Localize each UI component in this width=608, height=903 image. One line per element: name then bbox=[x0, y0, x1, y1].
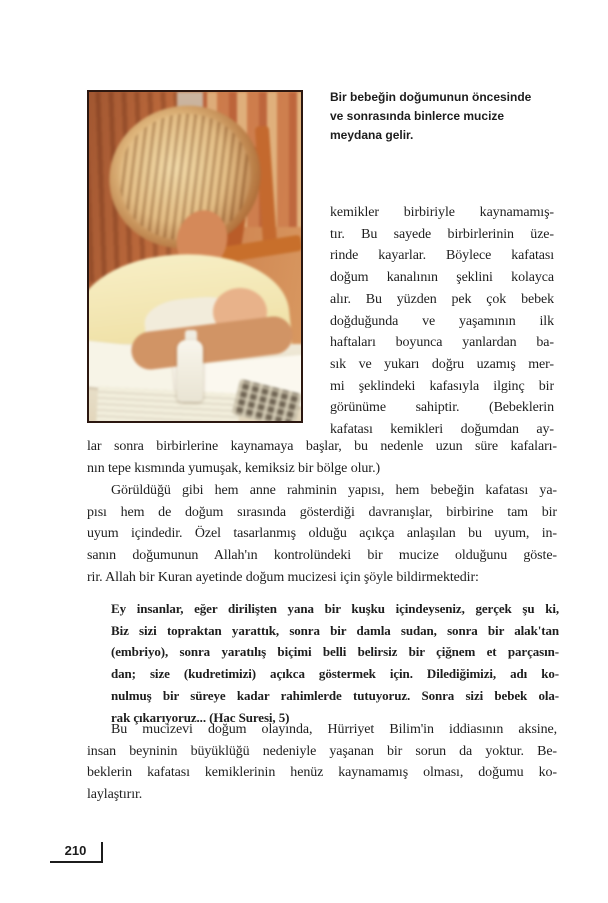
text-line: kafatası kemikleri doğumdan ay- bbox=[330, 422, 554, 438]
text-line: lar sonra birbirlerine kaynamaya başlar, bu nedenle uzun süre kafaları- bbox=[87, 439, 557, 454]
text-line: kemikler birbiriyle kaynamamış- bbox=[330, 205, 554, 220]
text-line: görünüme sahiptir. (Bebeklerin bbox=[330, 400, 554, 416]
text-line: laylaştırır. bbox=[87, 787, 143, 803]
photo-scene bbox=[89, 92, 301, 421]
paragraph-continuation bbox=[87, 436, 557, 479]
text-line: rir. Allah bir Kuran ayetinde doğum mucizesi için şöyle bildirmektedir: bbox=[87, 569, 479, 585]
photo-caption bbox=[330, 88, 562, 145]
paragraph-column-beside-photo bbox=[330, 202, 554, 441]
quote-line: rak çıkarıyoruz... (Hac Suresi, 5) bbox=[111, 709, 290, 725]
text-line: pısı hem de doğum sırasında gösterdiği davranışlar, birbirine tam bir bbox=[87, 504, 557, 520]
quote-line: nulmuş bir süreye kadar rahimlerde tutuyoruz. Sonra sizi bebek ola- bbox=[111, 687, 559, 703]
quote-line: Biz sizi topraktan yarattık, sonra bir damla sudan, sonra bir alak'tan bbox=[111, 622, 559, 638]
caption-line: meydana gelir. bbox=[330, 128, 414, 142]
water-bottle bbox=[177, 340, 203, 402]
quran-verse-quote bbox=[111, 598, 559, 728]
text-line: uyum içindedir. Özel tasarlanmış olduğu açıkça anlaşılan bu uyum, in- bbox=[87, 526, 557, 542]
text-line: Görüldüğü gibi hem anne rahminin yapısı, hem bebeğin kafatası ya- bbox=[111, 483, 557, 498]
page-number: 210 bbox=[64, 843, 87, 858]
text-line: doğum kanalının şeklini kolayca bbox=[330, 270, 554, 286]
desk-paper-lined bbox=[96, 386, 240, 423]
text-line: insan beyninin büyüklüğü nedeniyle yaşanan bir sorun da yoktur. Be- bbox=[87, 743, 557, 759]
text-line: sık ve yukarı doğru uzamış mer- bbox=[330, 357, 554, 373]
text-line: beklerin kafatası kemiklerinin henüz kaynamamış olması, doğumu ko- bbox=[87, 765, 557, 781]
text-line: mi şeklindeki kafasıyla ilginç bir bbox=[330, 378, 554, 394]
mother-baby-photo bbox=[87, 90, 303, 423]
quote-line: (embriyo), sonra yaratılış biçimi belli belirsiz bir çiğnem et parçasın- bbox=[111, 644, 559, 660]
text-line: alır. Bu yüzden pek çok bebek bbox=[330, 291, 554, 307]
caption-line: Bir bebeğin doğumunun öncesinde bbox=[330, 90, 532, 104]
page-number-box bbox=[50, 842, 103, 863]
paragraph-three bbox=[87, 719, 557, 806]
text-line: rinde kayarlar. Böylece kafatası bbox=[330, 248, 554, 264]
text-line: sanın doğumunun Allah'ın kontrolündeki bir mucize olduğunu göste- bbox=[87, 548, 557, 564]
text-line: haftaları boyunca yanlardan ba- bbox=[330, 335, 554, 351]
paragraph-two bbox=[87, 480, 557, 589]
text-line: tır. Bu sayede birbirlerinin üze- bbox=[330, 226, 554, 242]
text-line: doğduğunda ve yaşamının ilk bbox=[330, 313, 554, 329]
quote-line: dan; size (kudretimizi) açıkca göstermek için. Dilediğimizi, adı ko- bbox=[111, 666, 559, 682]
quote-line: Ey insanlar, eğer dirilişten yana bir kuşku içindeyseniz, gerçek şu ki, bbox=[111, 601, 559, 616]
text-line: Bu mucizevi doğum olayında, Hürriyet Bilim'in iddiasının aksine, bbox=[111, 722, 557, 737]
text-line: nın tepe kısmında yumuşak, kemiksiz bir bölge olur.) bbox=[87, 460, 381, 476]
caption-line: ve sonrasında binlerce mucize bbox=[330, 109, 505, 123]
